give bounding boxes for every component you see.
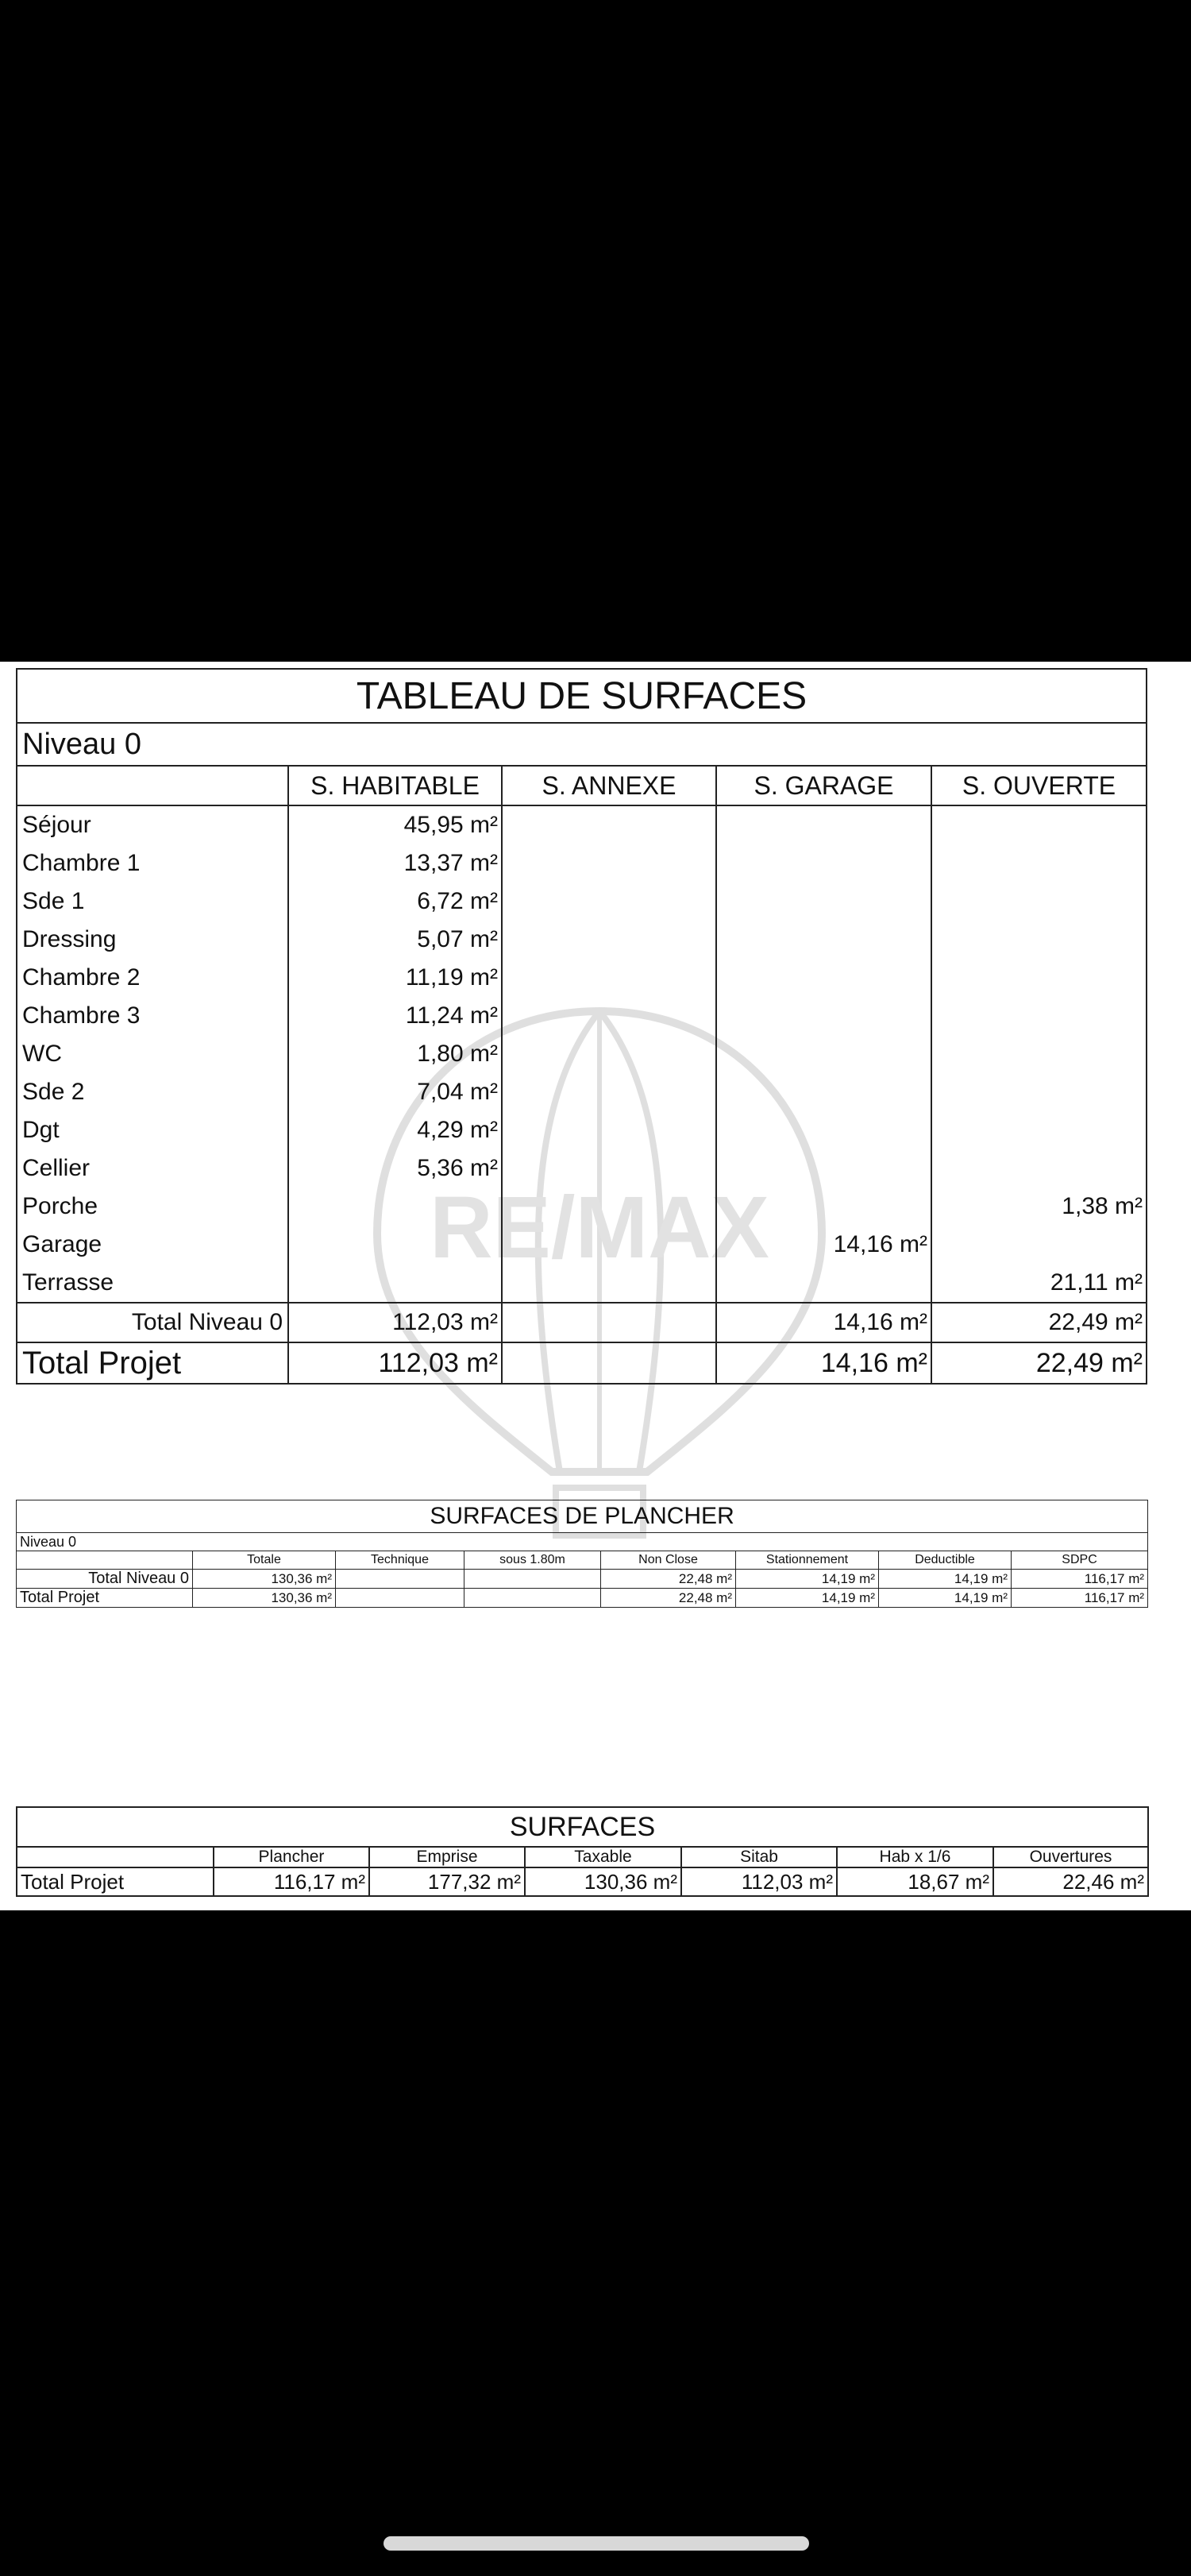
plancher-table [16, 1500, 1148, 1608]
column-header: Ouvertures [993, 1847, 1148, 1867]
table-row [17, 1589, 1148, 1608]
table-row [17, 997, 1147, 1035]
column-header: S. GARAGE [716, 766, 931, 805]
value-cell [464, 1570, 601, 1589]
cell-garage [716, 805, 931, 844]
cell-ouverte [931, 1111, 1147, 1149]
cell-annexe [502, 844, 716, 882]
level-label: Niveau 0 [17, 723, 1147, 766]
cell-ouverte [931, 1149, 1147, 1188]
row-label: Total Projet [17, 1589, 193, 1608]
table-row [17, 1111, 1147, 1149]
cell-annexe [502, 1111, 716, 1149]
row-label: Sde 2 [17, 1073, 288, 1111]
total-project-row [17, 1342, 1147, 1384]
cell-garage [716, 921, 931, 959]
value-cell: 14,19 m² [736, 1570, 879, 1589]
cell-ouverte [931, 959, 1147, 997]
cell-habitable: 6,72 m² [288, 882, 502, 921]
value-cell: 14,19 m² [736, 1589, 879, 1608]
value-cell: 177,32 m² [369, 1867, 525, 1896]
cell-ouverte [931, 997, 1147, 1035]
cell-habitable [288, 1188, 502, 1226]
header-empty-cell [17, 1847, 214, 1867]
cell-annexe [502, 882, 716, 921]
header-empty-cell [17, 1551, 193, 1570]
column-header: sous 1.80m [464, 1551, 601, 1570]
cell-habitable: 11,19 m² [288, 959, 502, 997]
cell-garage: 14,16 m² [716, 1226, 931, 1264]
column-header: Emprise [369, 1847, 525, 1867]
cell-habitable: 7,04 m² [288, 1073, 502, 1111]
table-row [17, 1073, 1147, 1111]
cell-annexe [502, 959, 716, 997]
cell-ouverte [931, 805, 1147, 844]
table-row [17, 805, 1147, 844]
row-label: Dgt [17, 1111, 288, 1149]
column-header: S. ANNEXE [502, 766, 716, 805]
cell-habitable: 112,03 m² [288, 1342, 502, 1384]
cell-ouverte [931, 921, 1147, 959]
row-label: WC [17, 1035, 288, 1073]
cell-garage [716, 1264, 931, 1303]
row-label: Total Projet [17, 1867, 214, 1896]
row-label: Dressing [17, 921, 288, 959]
cell-ouverte [931, 882, 1147, 921]
cell-habitable: 4,29 m² [288, 1111, 502, 1149]
column-header: Deductible [879, 1551, 1012, 1570]
cell-ouverte [931, 1073, 1147, 1111]
table-row [17, 1570, 1148, 1589]
row-label: Total Niveau 0 [17, 1570, 193, 1589]
header-empty-cell [17, 766, 288, 805]
value-cell: 22,46 m² [993, 1867, 1148, 1896]
cell-garage: 14,16 m² [716, 1342, 931, 1384]
total-level-row [17, 1303, 1147, 1342]
row-label: Séjour [17, 805, 288, 844]
table-row [17, 959, 1147, 997]
cell-habitable: 45,95 m² [288, 805, 502, 844]
value-cell [464, 1589, 601, 1608]
home-indicator[interactable] [384, 2536, 809, 2551]
value-cell: 130,36 m² [525, 1867, 681, 1896]
cell-habitable: 112,03 m² [288, 1303, 502, 1342]
row-label: Total Niveau 0 [17, 1303, 288, 1342]
value-cell: 22,48 m² [601, 1570, 736, 1589]
table-row [17, 921, 1147, 959]
column-header: Sitab [681, 1847, 837, 1867]
value-cell: 116,17 m² [214, 1867, 369, 1896]
value-cell [336, 1589, 464, 1608]
cell-annexe [502, 1188, 716, 1226]
cell-annexe [502, 1149, 716, 1188]
table-row [17, 844, 1147, 882]
value-cell: 22,48 m² [601, 1589, 736, 1608]
column-header: Stationnement [736, 1551, 879, 1570]
cell-ouverte: 22,49 m² [931, 1342, 1147, 1384]
row-label: Chambre 1 [17, 844, 288, 882]
cell-ouverte [931, 1035, 1147, 1073]
cell-garage [716, 959, 931, 997]
column-header: SDPC [1012, 1551, 1148, 1570]
value-cell [336, 1570, 464, 1589]
column-header: Totale [193, 1551, 336, 1570]
column-header: Plancher [214, 1847, 369, 1867]
cell-annexe [502, 921, 716, 959]
value-cell: 130,36 m² [193, 1570, 336, 1589]
row-label: Garage [17, 1226, 288, 1264]
row-label: Porche [17, 1188, 288, 1226]
cell-annexe [502, 1073, 716, 1111]
cell-ouverte: 21,11 m² [931, 1264, 1147, 1303]
table-row [17, 1867, 1148, 1896]
summary-table [16, 1806, 1149, 1897]
cell-garage [716, 1188, 931, 1226]
value-cell: 130,36 m² [193, 1589, 336, 1608]
row-label: Cellier [17, 1149, 288, 1188]
cell-annexe [502, 1226, 716, 1264]
cell-habitable: 5,07 m² [288, 921, 502, 959]
cell-annexe [502, 1264, 716, 1303]
surfaces-table [16, 668, 1147, 1385]
cell-garage [716, 1073, 931, 1111]
cell-garage [716, 997, 931, 1035]
cell-garage [716, 844, 931, 882]
cell-annexe [502, 1303, 716, 1342]
value-cell: 116,17 m² [1012, 1570, 1148, 1589]
row-label: Chambre 3 [17, 997, 288, 1035]
column-header: Technique [336, 1551, 464, 1570]
cell-garage [716, 882, 931, 921]
cell-ouverte [931, 1226, 1147, 1264]
row-label: Chambre 2 [17, 959, 288, 997]
column-header: S. HABITABLE [288, 766, 502, 805]
summary-table-title: SURFACES [17, 1807, 1148, 1847]
value-cell: 18,67 m² [837, 1867, 993, 1896]
value-cell: 116,17 m² [1012, 1589, 1148, 1608]
value-cell: 112,03 m² [681, 1867, 837, 1896]
level-label: Niveau 0 [17, 1533, 1148, 1551]
cell-habitable: 5,36 m² [288, 1149, 502, 1188]
document-page [0, 662, 1191, 1910]
cell-habitable [288, 1226, 502, 1264]
row-label: Terrasse [17, 1264, 288, 1303]
column-header: Non Close [601, 1551, 736, 1570]
cell-annexe [502, 997, 716, 1035]
table-row [17, 882, 1147, 921]
table-row [17, 1264, 1147, 1303]
value-cell: 14,19 m² [879, 1570, 1012, 1589]
cell-annexe [502, 805, 716, 844]
table-row [17, 1226, 1147, 1264]
cell-annexe [502, 1342, 716, 1384]
value-cell: 14,19 m² [879, 1589, 1012, 1608]
column-header: Hab x 1/6 [837, 1847, 993, 1867]
surfaces-table-title: TABLEAU DE SURFACES [17, 669, 1147, 723]
row-label: Total Projet [17, 1342, 288, 1384]
table-row [17, 1035, 1147, 1073]
cell-garage [716, 1035, 931, 1073]
cell-habitable: 1,80 m² [288, 1035, 502, 1073]
svg-text:RE/MAX: RE/MAX [430, 1179, 769, 1276]
cell-habitable: 13,37 m² [288, 844, 502, 882]
room-rows [17, 805, 1147, 1303]
table-row [17, 1149, 1147, 1188]
cell-ouverte [931, 844, 1147, 882]
cell-annexe [502, 1035, 716, 1073]
cell-garage [716, 1149, 931, 1188]
cell-garage: 14,16 m² [716, 1303, 931, 1342]
column-header: S. OUVERTE [931, 766, 1147, 805]
row-label: Sde 1 [17, 882, 288, 921]
cell-ouverte: 22,49 m² [931, 1303, 1147, 1342]
cell-ouverte: 1,38 m² [931, 1188, 1147, 1226]
plancher-table-title: SURFACES DE PLANCHER [17, 1500, 1148, 1533]
column-header: Taxable [525, 1847, 681, 1867]
table-row [17, 1188, 1147, 1226]
cell-habitable: 11,24 m² [288, 997, 502, 1035]
cell-habitable [288, 1264, 502, 1303]
cell-garage [716, 1111, 931, 1149]
